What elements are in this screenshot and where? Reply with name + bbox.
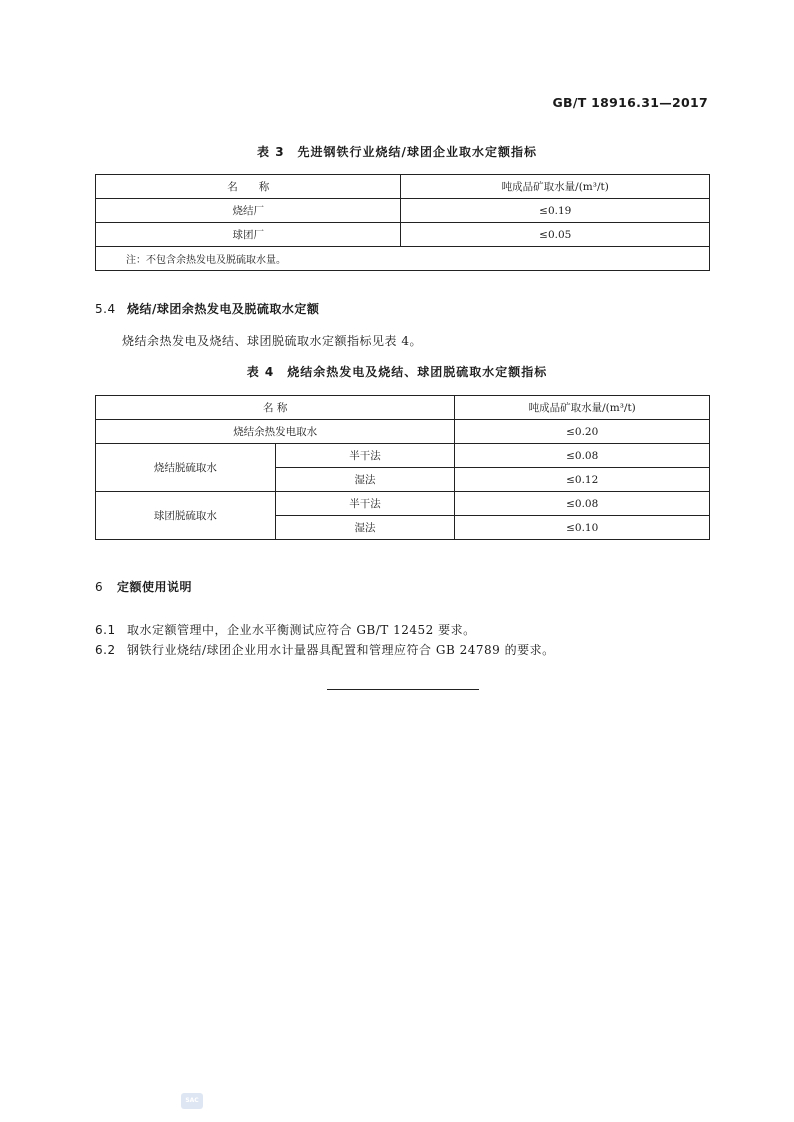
section-number: 6 bbox=[95, 580, 104, 594]
section-number: 5.4 bbox=[95, 302, 116, 316]
item-number: 6.2 bbox=[95, 643, 116, 657]
column-header-water-intake: 吨成品矿取水量/(m³/t) bbox=[455, 396, 710, 420]
row-method: 湿法 bbox=[275, 516, 455, 540]
table-row bbox=[96, 420, 710, 444]
row-name: 球团厂 bbox=[96, 223, 401, 247]
section-title: 烧结/球团余热发电及脱硫取水定额 bbox=[127, 302, 320, 316]
end-of-document-rule bbox=[327, 689, 479, 690]
group-name-pellet: 球团脱硫取水 bbox=[96, 492, 276, 540]
table-4-title: 表 4 烧结余热发电及烧结、球团脱硫取水定额指标 bbox=[246, 365, 548, 379]
table-note: 注：不包含余热发电及脱硫取水量。 bbox=[96, 247, 710, 271]
row-value: ≤0.08 bbox=[455, 492, 710, 516]
table-3-title: 表 3 先进钢铁行业烧结/球团企业取水定额指标 bbox=[257, 145, 537, 159]
row-method: 半干法 bbox=[275, 492, 455, 516]
item-text: 取水定额管理中，企业水平衡测试应符合 GB/T 12452 要求。 bbox=[127, 623, 476, 637]
row-name: 烧结余热发电取水 bbox=[96, 420, 455, 444]
row-value: ≤0.08 bbox=[455, 444, 710, 468]
column-header-water-intake: 吨成品矿取水量/(m³/t) bbox=[401, 175, 710, 199]
row-value: ≤0.20 bbox=[455, 420, 710, 444]
row-value: ≤0.12 bbox=[455, 468, 710, 492]
sac-logo-icon: SAC bbox=[181, 1093, 203, 1109]
table-header-row bbox=[96, 175, 710, 199]
item-6-2 bbox=[95, 641, 555, 658]
section-title: 定额使用说明 bbox=[117, 580, 193, 594]
table-header-row bbox=[96, 396, 710, 420]
document-number: GB/T 18916.31—2017 bbox=[552, 95, 708, 110]
group-name-sinter: 烧结脱硫取水 bbox=[96, 444, 276, 492]
section-6-heading bbox=[95, 578, 192, 595]
row-value: ≤0.19 bbox=[401, 199, 710, 223]
row-name: 烧结厂 bbox=[96, 199, 401, 223]
table-row bbox=[96, 444, 710, 468]
item-6-1 bbox=[95, 621, 476, 638]
row-value: ≤0.10 bbox=[455, 516, 710, 540]
item-number: 6.1 bbox=[95, 623, 116, 637]
section-5-4-heading bbox=[95, 300, 319, 317]
table-row bbox=[96, 199, 710, 223]
table-4 bbox=[95, 395, 710, 540]
item-text: 钢铁行业烧结/球团企业用水计量器具配置和管理应符合 GB 24789 的要求。 bbox=[127, 643, 555, 657]
row-method: 半干法 bbox=[275, 444, 455, 468]
table-row bbox=[96, 492, 710, 516]
row-value: ≤0.05 bbox=[401, 223, 710, 247]
row-method: 湿法 bbox=[275, 468, 455, 492]
table-row bbox=[96, 223, 710, 247]
table-3 bbox=[95, 174, 710, 271]
section-5-4-paragraph: 烧结余热发电及烧结、球团脱硫取水定额指标见表 4。 bbox=[122, 334, 422, 348]
column-header-name: 名 称 bbox=[96, 175, 401, 199]
table-note-row bbox=[96, 247, 710, 271]
column-header-name: 名 称 bbox=[96, 396, 455, 420]
